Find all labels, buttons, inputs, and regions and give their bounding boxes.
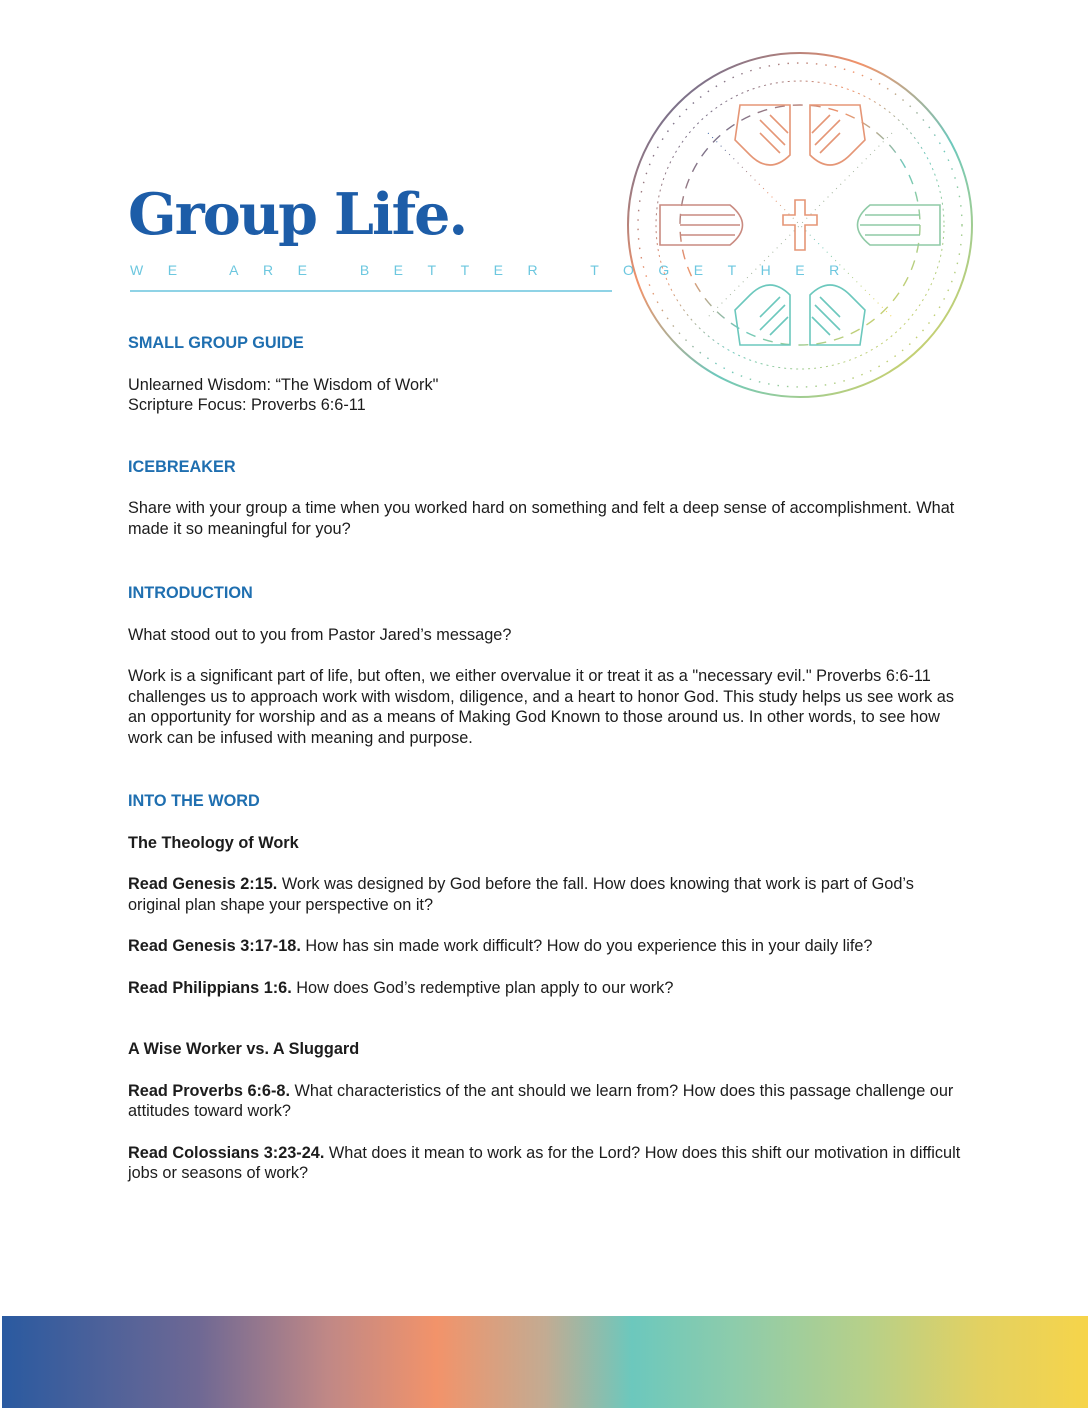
scripture-ref: Read Colossians 3:23-24. bbox=[128, 1143, 325, 1162]
title-divider bbox=[130, 290, 612, 292]
series-line: Unlearned Wisdom: “The Wisdom of Work" bbox=[128, 375, 439, 394]
study-question: What characteristics of the ant should we learn from? How does this passage challenge our attitudes toward work? bbox=[128, 1081, 954, 1120]
small-group-guide-heading: SMALL GROUP GUIDE bbox=[128, 334, 304, 352]
study-item bbox=[128, 978, 968, 999]
icebreaker-heading: ICEBREAKER bbox=[128, 457, 236, 476]
scripture-ref: Read Genesis 2:15. bbox=[128, 875, 278, 893]
study-item bbox=[128, 936, 968, 957]
icebreaker-text: Share with your group a time when you worked hard on something and felt a deep sense of accomplishment. What made it so meaningful for you? bbox=[128, 499, 955, 538]
page-title: Group Life. bbox=[128, 181, 467, 248]
scripture-ref: Read Proverbs 6:6-8. bbox=[128, 1081, 290, 1100]
introduction-question: What stood out to you from Pastor Jared’s message? bbox=[128, 625, 512, 644]
guide-content bbox=[128, 333, 968, 1184]
introduction-paragraph: Work is a significant part of life, but often, we either overvalue it or treat it as a "necessary evil." Proverbs 6:6-11 challenges us to approach work with wisdom, diligence, and a heart to honor God. This study helps us see work as an opportunity for worship and as a means of Making God Known to those around us. In other words, to see how work can be infused with meaning and purpose. bbox=[128, 667, 954, 747]
study-question: How has sin made work difficult? How do you experience this in your daily life? bbox=[300, 937, 873, 955]
study-item bbox=[128, 1143, 968, 1184]
study-question: How does God’s redemptive plan apply to our work? bbox=[291, 978, 674, 997]
introduction-heading: INTRODUCTION bbox=[128, 584, 253, 602]
footer-gradient-bar bbox=[2, 1316, 1088, 1408]
study-question: What does it mean to work as for the Lord? How does this shift our motivation in difficult jobs or seasons of work? bbox=[128, 1143, 961, 1182]
tagline: WE ARE BETTER TOGETHER bbox=[130, 262, 864, 278]
scripture-line: Scripture Focus: Proverbs 6:6-11 bbox=[128, 396, 366, 414]
scripture-ref: Read Philippians 1:6. bbox=[128, 978, 292, 997]
into-the-word-heading: INTO THE WORD bbox=[128, 792, 260, 810]
scripture-ref: Read Genesis 3:17-18. bbox=[128, 937, 301, 955]
study-item bbox=[128, 874, 968, 915]
section-title: The Theology of Work bbox=[128, 833, 299, 852]
study-question: Work was designed by God before the fall. How does knowing that work is part of God’s original plan shape your perspective on it? bbox=[128, 875, 914, 914]
study-item bbox=[128, 1081, 968, 1122]
section-title: A Wise Worker vs. A Sluggard bbox=[128, 1040, 360, 1058]
